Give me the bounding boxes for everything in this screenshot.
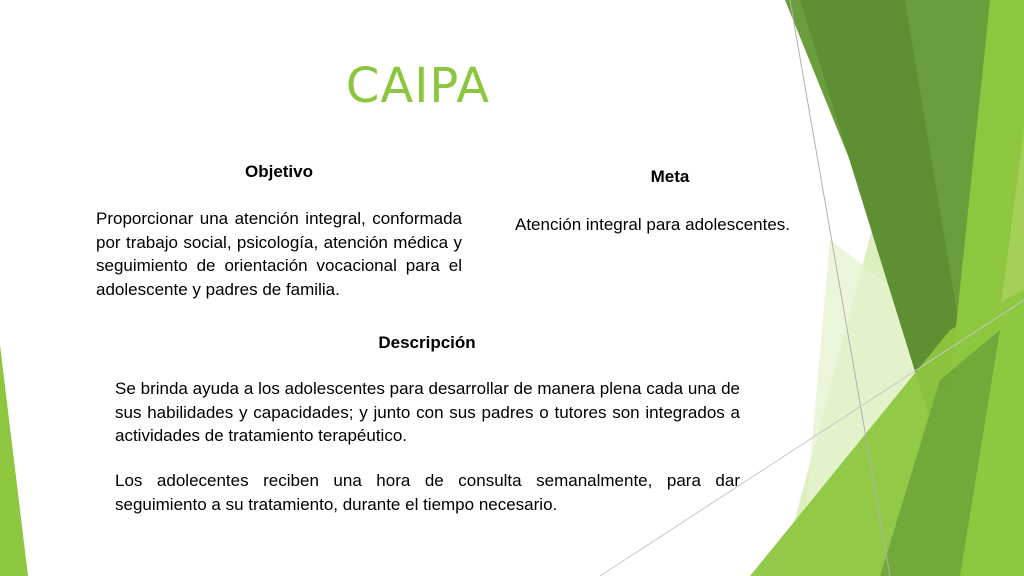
decor-left-strip bbox=[0, 345, 28, 576]
descripcion-paragraph-2: Los adolecentes reciben una hora de consulta semanalmente, para dar seguimiento a su tratamiento, durante el tiempo necesario. bbox=[115, 471, 740, 514]
descripcion-paragraph-1: Se brinda ayuda a los adolescentes para desarrollar de manera plena cada una de sus habilidades y capacidades; y junto con sus padres o tutores son integrados a actividades de tratamiento terapéutico. bbox=[115, 379, 740, 445]
slide-title: CAIPA bbox=[345, 58, 491, 114]
objetivo-text: Proporcionar una atención integral, conformada por trabajo social, psicología, atención médica y seguimiento de orientación vocacional para el adolescente y padres de familia. bbox=[96, 209, 462, 299]
descripcion-heading: Descripción bbox=[378, 333, 476, 352]
meta-heading: Meta bbox=[650, 167, 690, 186]
meta-text: Atención integral para adolescentes. bbox=[515, 215, 791, 234]
objetivo-heading: Objetivo bbox=[244, 162, 313, 181]
